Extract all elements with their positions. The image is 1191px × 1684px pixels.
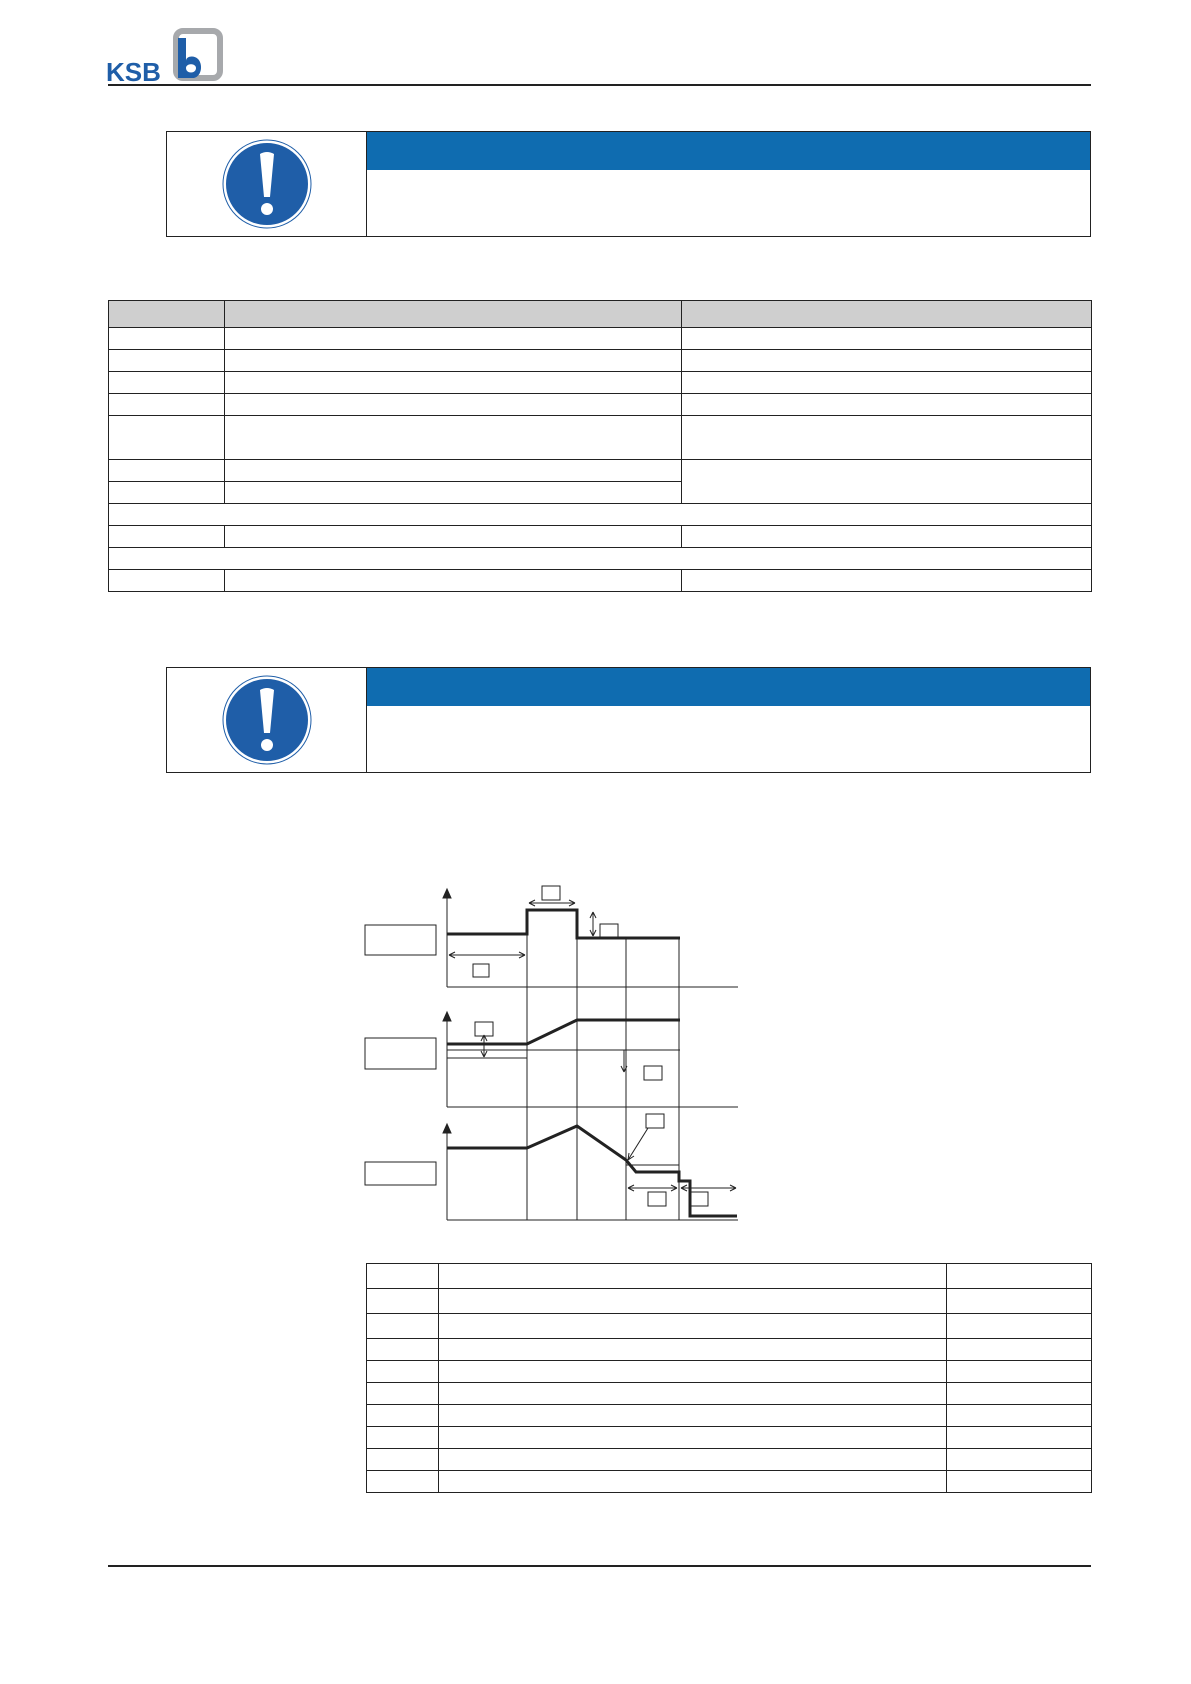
dimension-arrow bbox=[481, 1035, 487, 1057]
notice-title bbox=[367, 132, 1090, 170]
table-row bbox=[367, 1427, 1092, 1449]
table-cell bbox=[109, 328, 225, 350]
table-row bbox=[109, 328, 1092, 350]
table-section-cell bbox=[109, 504, 1092, 526]
table-cell bbox=[947, 1289, 1092, 1314]
notice-box bbox=[166, 131, 1091, 237]
y-axis bbox=[443, 889, 451, 987]
signal-label-box bbox=[365, 1038, 436, 1069]
table-cell bbox=[682, 394, 1092, 416]
table-cell bbox=[367, 1339, 439, 1361]
table-cell bbox=[439, 1264, 947, 1289]
table-header-row bbox=[109, 301, 1092, 328]
table-cell bbox=[109, 416, 225, 460]
svg-text:KSB: KSB bbox=[106, 57, 161, 84]
ksb-logo bbox=[106, 28, 226, 84]
table-cell bbox=[439, 1361, 947, 1383]
table-header-cell bbox=[225, 301, 682, 328]
mandatory-action-icon bbox=[222, 675, 312, 765]
table-cell bbox=[367, 1264, 439, 1289]
callout-box bbox=[600, 924, 618, 938]
table-header-cell bbox=[109, 301, 225, 328]
table-cell bbox=[682, 372, 1092, 394]
header-rule bbox=[108, 84, 1091, 86]
table-cell bbox=[947, 1383, 1092, 1405]
table-cell bbox=[947, 1361, 1092, 1383]
table-row bbox=[367, 1449, 1092, 1471]
table-cell bbox=[682, 570, 1092, 592]
table-cell bbox=[109, 350, 225, 372]
table-section-row bbox=[109, 504, 1092, 526]
table-cell bbox=[682, 350, 1092, 372]
table-cell bbox=[682, 416, 1092, 460]
table-cell bbox=[439, 1471, 947, 1493]
table-cell bbox=[225, 394, 682, 416]
table-cell bbox=[439, 1449, 947, 1471]
table-cell bbox=[947, 1405, 1092, 1427]
table-row bbox=[367, 1314, 1092, 1339]
table-cell bbox=[367, 1405, 439, 1427]
callout-box bbox=[475, 1022, 493, 1036]
y-axis bbox=[443, 1012, 451, 1107]
table-row bbox=[109, 372, 1092, 394]
table-cell bbox=[225, 526, 682, 548]
callout-box bbox=[646, 1114, 664, 1128]
table-cell bbox=[682, 328, 1092, 350]
table-cell bbox=[439, 1339, 947, 1361]
table-row bbox=[109, 350, 1092, 372]
table-cell bbox=[947, 1339, 1092, 1361]
signal-label-box bbox=[365, 1162, 436, 1185]
callout-box bbox=[473, 964, 489, 977]
signal-trace bbox=[447, 1020, 680, 1044]
table-row bbox=[109, 570, 1092, 592]
table-cell bbox=[367, 1449, 439, 1471]
table-cell bbox=[439, 1427, 947, 1449]
table-row bbox=[109, 394, 1092, 416]
table-section-row bbox=[109, 548, 1092, 570]
table-cell bbox=[109, 394, 225, 416]
notice-icon-cell bbox=[167, 668, 367, 772]
table-row bbox=[367, 1339, 1092, 1361]
notice-title bbox=[367, 668, 1090, 706]
table-row bbox=[367, 1289, 1092, 1314]
table-row bbox=[109, 416, 1092, 460]
table-cell bbox=[947, 1449, 1092, 1471]
table-cell bbox=[367, 1361, 439, 1383]
dimension-arrow bbox=[628, 1185, 677, 1191]
signal-label-box bbox=[365, 925, 436, 955]
callout-box bbox=[644, 1066, 662, 1080]
table-cell bbox=[225, 482, 682, 504]
table-row bbox=[367, 1471, 1092, 1493]
table-row bbox=[109, 460, 1092, 482]
dimension-arrow bbox=[590, 912, 596, 936]
table-cell bbox=[367, 1383, 439, 1405]
callout-box bbox=[542, 886, 560, 900]
timing-diagram bbox=[360, 870, 750, 1230]
y-axis bbox=[443, 1124, 451, 1220]
table-cell bbox=[947, 1314, 1092, 1339]
table-cell bbox=[947, 1471, 1092, 1493]
table-cell bbox=[947, 1427, 1092, 1449]
table-cell bbox=[109, 460, 225, 482]
mandatory-action-icon bbox=[222, 139, 312, 229]
table-cell bbox=[109, 526, 225, 548]
table-cell bbox=[367, 1314, 439, 1339]
dimension-arrow bbox=[529, 900, 575, 906]
signal-trace bbox=[447, 910, 680, 938]
dimension-arrow bbox=[449, 952, 525, 958]
callout-box bbox=[648, 1192, 666, 1206]
table-cell bbox=[109, 570, 225, 592]
table-row bbox=[367, 1405, 1092, 1427]
table-cell bbox=[225, 372, 682, 394]
table-cell bbox=[947, 1264, 1092, 1289]
callout-box bbox=[690, 1192, 708, 1206]
parameter-table bbox=[108, 300, 1092, 592]
table-row bbox=[367, 1361, 1092, 1383]
table-cell bbox=[225, 328, 682, 350]
table-cell bbox=[367, 1289, 439, 1314]
footer-rule bbox=[108, 1565, 1091, 1567]
notice-icon-cell bbox=[167, 132, 367, 236]
table-cell bbox=[439, 1289, 947, 1314]
callout-leader bbox=[628, 1128, 648, 1160]
table-cell bbox=[367, 1471, 439, 1493]
signal-trace bbox=[447, 1126, 737, 1216]
table-row bbox=[367, 1383, 1092, 1405]
table-cell bbox=[367, 1427, 439, 1449]
table-section-cell bbox=[109, 548, 1092, 570]
table-row bbox=[109, 526, 1092, 548]
table-cell bbox=[682, 526, 1092, 548]
table-cell bbox=[225, 350, 682, 372]
table-cell bbox=[439, 1314, 947, 1339]
notice-box bbox=[166, 667, 1091, 773]
table-header-cell bbox=[682, 301, 1092, 328]
legend-table bbox=[366, 1263, 1092, 1493]
table-cell bbox=[225, 570, 682, 592]
table-cell bbox=[225, 460, 682, 482]
table-cell bbox=[109, 482, 225, 504]
table-cell bbox=[109, 372, 225, 394]
table-row bbox=[367, 1264, 1092, 1289]
table-cell bbox=[439, 1405, 947, 1427]
table-cell bbox=[225, 416, 682, 460]
table-cell-merged bbox=[682, 460, 1092, 504]
table-cell bbox=[439, 1383, 947, 1405]
